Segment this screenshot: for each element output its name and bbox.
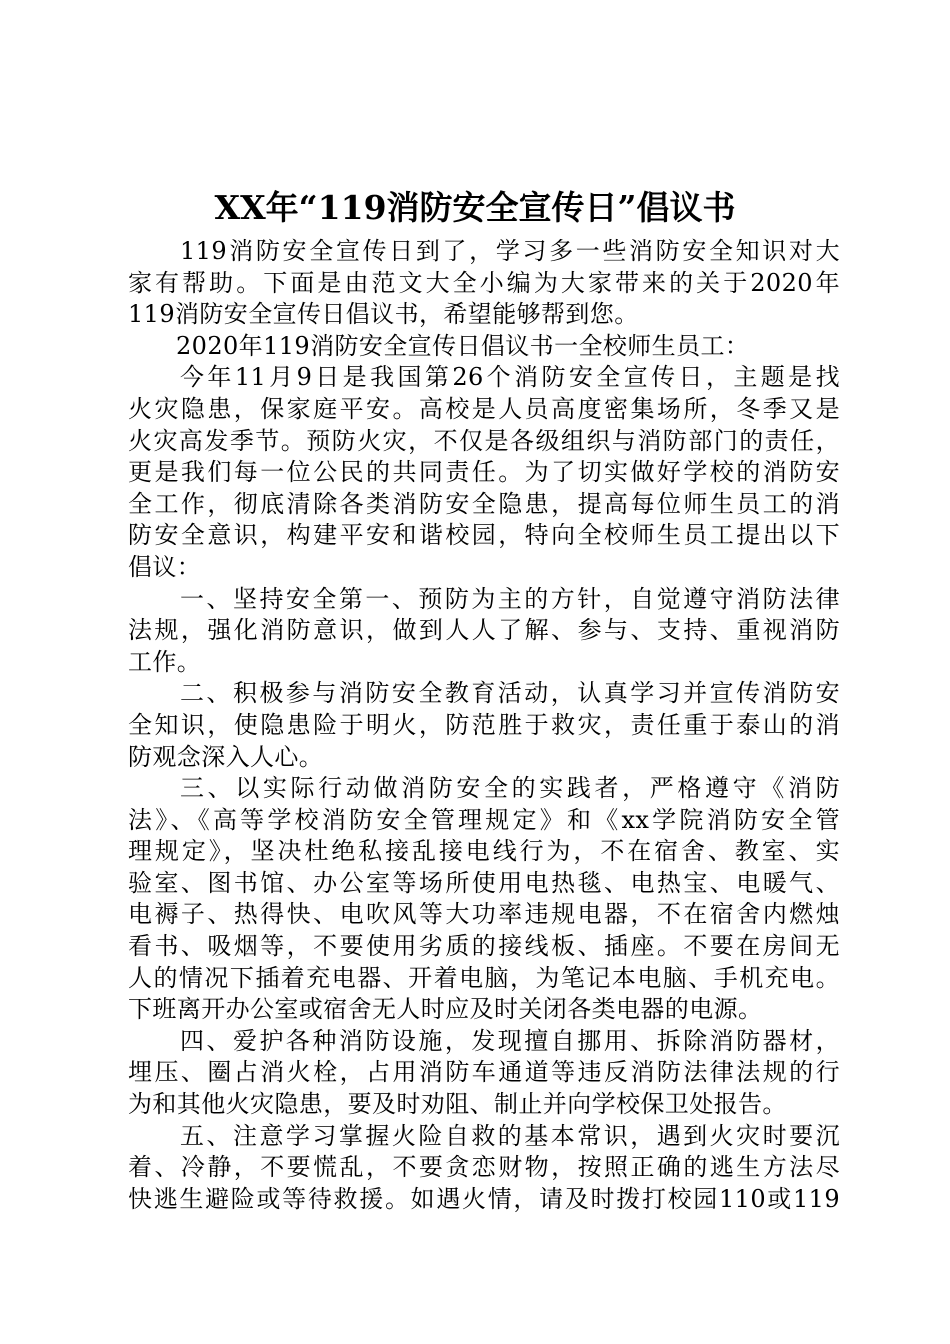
paragraph-line: 今年11月9日是我国第26个消防安全宣传日，主题是找 (180, 363, 840, 392)
paragraph-line: 更是我们每一位公民的共同责任。为了切实做好学校的消防安 (128, 458, 840, 487)
paragraph-line: 工作。 (128, 647, 202, 676)
paragraph-line: 三、以实际行动做消防安全的实践者，严格遵守《消防 (180, 774, 840, 803)
paragraph-line: 下班离开办公室或宿舍无人时应及时关闭各类电器的电源。 (128, 995, 763, 1024)
paragraph-line: 五、注意学习掌握火险自救的基本常识，遇到火灾时要沉 (180, 1121, 840, 1150)
paragraph-line: 二、积极参与消防安全教育活动，认真学习并宣传消防安 (180, 679, 840, 708)
document-body (128, 236, 840, 1215)
paragraph-line: 快逃生避险或等待救援。如遇火情，请及时拨打校园110或119 (128, 1184, 840, 1213)
paragraph-line: 法》、《高等学校消防安全管理规定》和《xx学院消防安全管 (128, 805, 840, 834)
paragraph-line: 法规，强化消防意识，做到人人了解、参与、支持、重视消防 (128, 616, 840, 645)
paragraph-line: 着、冷静，不要慌乱，不要贪恋财物，按照正确的逃生方法尽 (128, 1153, 840, 1182)
paragraph-line: 为和其他火灾隐患，要及时劝阻、制止并向学校保卫处报告。 (128, 1090, 787, 1119)
paragraph-line: 四、爱护各种消防设施，发现擅自挪用、拆除消防器材， (180, 1026, 840, 1055)
paragraph-line: 埋压、圈占消火栓，占用消防车通道等违反消防法律法规的行 (128, 1058, 840, 1087)
paragraph-line: 一、坚持安全第一、预防为主的方针，自觉遵守消防法律 (180, 584, 840, 613)
document-title: XX年“119消防安全宣传日”倡议书 (214, 188, 736, 227)
paragraph-line: 理规定》，坚决杜绝私接乱接电线行为，不在宿舍、教室、实 (128, 837, 840, 866)
paragraph-line: 119消防安全宣传日到了，学习多一些消防安全知识对大 (180, 237, 840, 265)
paragraph-line: 火灾高发季节。预防火灾，不仅是各级组织与消防部门的责任， (128, 426, 840, 455)
paragraph-line: 119消防安全宣传日倡议书，希望能够帮到您。 (128, 300, 639, 329)
paragraph-line: 家有帮助。下面是由范文大全小编为大家带来的关于2020年 (128, 268, 840, 297)
paragraph-line: 防观念深入人心。 (128, 742, 324, 771)
paragraph-line: 防安全意识，构建平安和谐校园，特向全校师生员工提出以下 (128, 521, 840, 550)
paragraph-line: 全工作，彻底清除各类消防安全隐患，提高每位师生员工的消 (128, 489, 840, 518)
paragraph-line: 看书、吸烟等，不要使用劣质的接线板、插座。不要在房间无 (128, 932, 840, 961)
paragraph-line: 人的情况下插着充电器、开着电脑，为笔记本电脑、手机充电。 (128, 963, 840, 992)
paragraph-line: 火灾隐患，保家庭平安。高校是人员高度密集场所，冬季又是 (128, 394, 840, 423)
paragraph-line: 2020年119消防安全宣传日倡议书一全校师生员工： (176, 331, 750, 360)
paragraph-line: 电褥子、热得快、电吹风等大功率违规电器，不在宿舍内燃烛 (128, 900, 840, 929)
paragraph-line: 验室、图书馆、办公室等场所使用电热毯、电热宝、电暖气、 (128, 868, 840, 897)
paragraph-line: 全知识，使隐患险于明火，防范胜于救灾，责任重于泰山的消 (128, 710, 840, 739)
paragraph-line: 倡议： (128, 552, 202, 581)
